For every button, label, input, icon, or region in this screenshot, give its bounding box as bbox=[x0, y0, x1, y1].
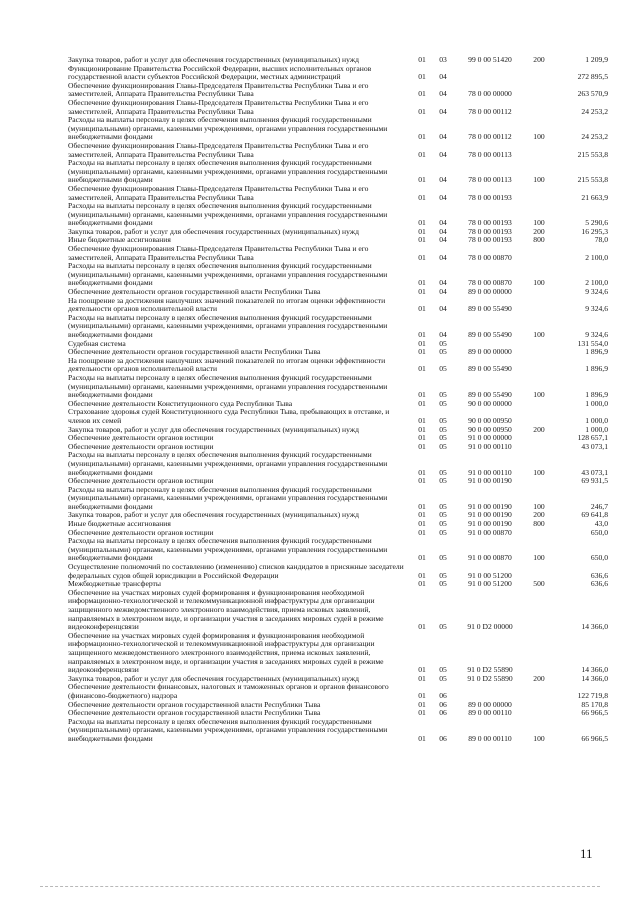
row-name: Закупка товаров, работ и услуг для обеспечения государственных (муниципальных) нужд bbox=[68, 226, 359, 236]
row-name: Обеспечение деятельности органов юстиции bbox=[68, 527, 214, 537]
row-name: Расходы на выплаты персоналу в целях обеспечения выполнения функций государственными (муниципальными) органами, казенными учреждениями, органами управления государственными внебюджетными фондами bbox=[68, 716, 388, 743]
row-section: 01 bbox=[418, 665, 426, 675]
row-target-code: 91 0 00 00190 bbox=[468, 519, 512, 529]
row-name: Иные бюджетные ассигнования bbox=[68, 519, 171, 529]
row-amount: 272 895,5 bbox=[577, 72, 608, 82]
row-expense-type: 100 bbox=[533, 330, 545, 339]
row-section: 01 bbox=[418, 390, 426, 400]
row-expense-type: 100 bbox=[533, 733, 545, 743]
row-name: Страхование здоровья судей Конституционного суда Республики Тыва, пребывающих в отставке, и членов их семей bbox=[68, 407, 390, 425]
row-section: 01 bbox=[418, 553, 426, 563]
row-target-code: 91 0 00 00190 bbox=[468, 476, 512, 486]
row-subsection: 05 bbox=[439, 570, 447, 580]
row-amount: 14 366,0 bbox=[581, 622, 608, 632]
table-row bbox=[68, 314, 608, 340]
row-subsection: 06 bbox=[439, 699, 447, 709]
row-subsection: 04 bbox=[439, 149, 447, 159]
row-target-code: 78 0 00 00193 bbox=[468, 218, 512, 228]
row-amount: 636,6 bbox=[590, 570, 608, 580]
row-target-code: 78 0 00 00000 bbox=[468, 89, 512, 99]
row-target-code: 78 0 00 00870 bbox=[468, 252, 512, 262]
row-section: 01 bbox=[418, 287, 426, 297]
row-subsection: 05 bbox=[439, 398, 447, 408]
row-section: 01 bbox=[418, 699, 426, 709]
row-name: Расходы на выплаты персоналу в целях обеспечения выполнения функций государственными (муниципальными) органами, казенными учреждениями, органами управления государственными внебюджетными фондами bbox=[68, 450, 388, 477]
row-subsection: 05 bbox=[439, 441, 447, 451]
row-name: Обеспечение функционирования Главы-Председателя Правительства Республики Тыва и его заместителей, Аппарата Правительства Республики Тыва bbox=[68, 140, 369, 159]
row-subsection: 04 bbox=[439, 89, 447, 99]
row-name: Обеспечение деятельности органов государственной власти Республики Тыва bbox=[68, 347, 321, 357]
row-name: Закупка товаров, работ и услуг для обеспечения государственных (муниципальных) нужд bbox=[68, 510, 359, 520]
table-row bbox=[68, 297, 608, 314]
row-name: На поощрение за достижения наилучших значений показателей по итогам оценки эффективности деятельности органов исполнительной власти bbox=[68, 295, 386, 314]
row-subsection: 04 bbox=[439, 132, 447, 142]
row-expense-type: 800 bbox=[533, 235, 545, 245]
row-section: 01 bbox=[418, 330, 426, 339]
row-target-code: 99 0 00 51420 bbox=[468, 55, 512, 64]
table-row bbox=[68, 202, 608, 228]
row-amount: 1 896,9 bbox=[585, 347, 608, 357]
row-subsection: 04 bbox=[439, 252, 447, 262]
row-amount: 2 100,0 bbox=[585, 278, 608, 288]
row-expense-type: 100 bbox=[533, 553, 545, 563]
row-amount: 650,0 bbox=[590, 527, 608, 537]
table-row bbox=[68, 563, 608, 580]
row-name: На поощрение за достижения наилучших значений показателей по итогам оценки эффективности деятельности органов исполнительной власти bbox=[68, 355, 386, 374]
row-name: Обеспечение деятельности органов государственной власти Республики Тыва bbox=[68, 699, 321, 709]
row-section: 01 bbox=[418, 441, 426, 451]
row-section: 01 bbox=[418, 433, 426, 443]
row-subsection: 05 bbox=[439, 347, 447, 357]
row-name: Закупка товаров, работ и услуг для обеспечения государственных (муниципальных) нужд bbox=[68, 673, 359, 683]
row-amount: 66 966,5 bbox=[581, 733, 608, 743]
row-expense-type: 100 bbox=[533, 218, 545, 228]
row-subsection: 05 bbox=[439, 390, 447, 400]
table-row bbox=[68, 589, 608, 632]
row-section: 01 bbox=[418, 579, 426, 589]
row-target-code: 91 0 00 00110 bbox=[468, 441, 512, 451]
row-name: Осуществление полномочий по составлению (изменению) списков кандидатов в присяжные заседатели федеральных судов общей юрисдикции в Российской Федерации bbox=[68, 562, 404, 580]
row-section: 01 bbox=[418, 132, 426, 142]
table-row bbox=[68, 82, 608, 99]
row-target-code: 78 0 00 00112 bbox=[468, 132, 512, 142]
row-amount: 85 170,8 bbox=[581, 699, 608, 709]
row-amount: 24 253,2 bbox=[581, 132, 608, 142]
row-section: 01 bbox=[418, 527, 426, 537]
row-section: 01 bbox=[418, 690, 426, 700]
row-amount: 66 966,5 bbox=[581, 708, 608, 718]
row-target-code: 91 0 00 00870 bbox=[468, 553, 512, 563]
row-amount: 9 324,6 bbox=[585, 304, 608, 314]
row-section: 01 bbox=[418, 476, 426, 486]
row-name: Обеспечение деятельности органов юстиции bbox=[68, 476, 214, 486]
row-target-code: 89 0 00 00000 bbox=[468, 699, 512, 709]
row-amount: 636,6 bbox=[590, 579, 608, 589]
row-name: Расходы на выплаты персоналу в целях обеспечения выполнения функций государственными (муниципальными) органами, казенными учреждениями, органами управления государственными внебюджетными фондами bbox=[68, 158, 388, 185]
row-target-code: 89 0 00 55490 bbox=[468, 330, 512, 339]
row-section: 01 bbox=[418, 398, 426, 408]
row-section: 01 bbox=[418, 338, 426, 348]
row-amount: 122 719,8 bbox=[577, 690, 608, 700]
row-section: 01 bbox=[418, 89, 426, 99]
row-name: Обеспечение деятельности Конституционного суда Республики Тыва bbox=[68, 398, 293, 408]
row-name: Судебная система bbox=[68, 338, 126, 348]
row-target-code: 91 0 D2 55890 bbox=[467, 665, 513, 675]
row-amount: 43 073,1 bbox=[581, 441, 608, 451]
row-amount: 131 554,0 bbox=[577, 338, 608, 348]
row-subsection: 04 bbox=[439, 278, 447, 288]
row-target-code: 89 0 00 00000 bbox=[468, 287, 512, 297]
row-amount: 1 000,0 bbox=[585, 424, 608, 434]
row-target-code: 91 0 00 51200 bbox=[468, 579, 512, 589]
row-section: 01 bbox=[418, 72, 426, 82]
row-section: 01 bbox=[418, 415, 426, 425]
row-subsection: 04 bbox=[439, 330, 447, 339]
row-section: 01 bbox=[418, 501, 426, 511]
row-target-code: 90 0 00 00000 bbox=[468, 398, 512, 408]
row-expense-type: 100 bbox=[533, 467, 545, 477]
row-name: Закупка товаров, работ и услуг для обеспечения государственных (муниципальных) нужд bbox=[68, 55, 359, 64]
row-amount: 128 657,1 bbox=[577, 433, 608, 443]
row-name: Обеспечение функционирования Главы-Председателя Правительства Республики Тыва и его заместителей, Аппарата Правительства Республики Тыва bbox=[68, 97, 369, 116]
row-name: Обеспечение деятельности финансовых, налоговых и таможенных органов и органов финансового (финансово-бюджетного) надзора bbox=[68, 682, 389, 700]
row-amount: 215 553,8 bbox=[577, 149, 608, 159]
row-target-code: 91 0 D2 55890 bbox=[467, 673, 513, 683]
row-section: 01 bbox=[418, 304, 426, 314]
row-subsection: 04 bbox=[439, 106, 447, 116]
row-section: 01 bbox=[418, 364, 426, 374]
row-subsection: 05 bbox=[439, 364, 447, 374]
row-name: Расходы на выплаты персоналу в целях обеспечения выполнения функций государственными (муниципальными) органами, казенными учреждениями, органами управления государственными внебюджетными фондами bbox=[68, 115, 388, 142]
row-expense-type: 100 bbox=[533, 132, 545, 142]
row-name: Расходы на выплаты персоналу в целях обеспечения выполнения функций государственными (муниципальными) органами, казенными учреждениями, органами управления государственными внебюджетными фондами bbox=[68, 372, 388, 400]
row-section: 01 bbox=[418, 570, 426, 580]
row-name: Обеспечение деятельности органов юстиции bbox=[68, 433, 214, 443]
row-target-code: 91 0 00 00110 bbox=[468, 467, 512, 477]
row-name: Расходы на выплаты персоналу в целях обеспечения выполнения функций государственными (муниципальными) органами, казенными учреждениями, органами управления государственными внебюджетными фондами bbox=[68, 312, 388, 339]
row-section: 01 bbox=[418, 708, 426, 718]
row-subsection: 05 bbox=[439, 510, 447, 520]
row-amount: 1 896,9 bbox=[585, 390, 608, 400]
row-subsection: 05 bbox=[439, 673, 447, 683]
row-target-code: 91 0 D2 00000 bbox=[467, 622, 513, 632]
table-row bbox=[68, 159, 608, 185]
table-row bbox=[68, 116, 608, 142]
row-section: 01 bbox=[418, 226, 426, 236]
table-row bbox=[68, 262, 608, 288]
row-amount: 1 000,0 bbox=[585, 398, 608, 408]
row-subsection: 05 bbox=[439, 527, 447, 537]
table-row bbox=[68, 245, 608, 262]
row-target-code: 78 0 00 00113 bbox=[468, 175, 512, 185]
row-amount: 1 209,9 bbox=[585, 55, 608, 64]
table-row bbox=[68, 718, 608, 744]
row-expense-type: 100 bbox=[533, 278, 545, 288]
row-target-code: 78 0 00 00113 bbox=[468, 149, 512, 159]
row-name: Обеспечение функционирования Главы-Председателя Правительства Республики Тыва и его заместителей, Аппарата Правительства Республики Тыва bbox=[68, 80, 369, 99]
row-amount: 14 366,0 bbox=[581, 673, 608, 683]
row-subsection: 04 bbox=[439, 226, 447, 236]
row-name: Иные бюджетные ассигнования bbox=[68, 235, 171, 245]
row-subsection: 05 bbox=[439, 553, 447, 563]
row-section: 01 bbox=[418, 424, 426, 434]
row-subsection: 05 bbox=[439, 501, 447, 511]
row-subsection: 05 bbox=[439, 338, 447, 348]
row-name: Расходы на выплаты персоналу в целях обеспечения выполнения функций государственными (муниципальными) органами, казенными учреждениями, органами управления государственными внебюджетными фондами bbox=[68, 261, 388, 288]
row-target-code: 90 0 00 00950 bbox=[468, 424, 512, 434]
row-expense-type: 100 bbox=[533, 175, 545, 185]
row-target-code: 91 0 00 00870 bbox=[468, 527, 512, 537]
table-row bbox=[68, 683, 608, 700]
row-section: 01 bbox=[418, 519, 426, 529]
row-name: Обеспечение на участках мировых судей формирования и функционирования необходимой информационно-технологической и телекоммуникационной инфраструктуры для организации защищенного межведомственного электронного взаимодействия, приема исковых заявлений, направляемых в электронном виде, и организации участия в заседаниях мировых судей в режиме видеоконференцсвязи bbox=[68, 587, 384, 632]
row-amount: 1 000,0 bbox=[585, 415, 608, 425]
row-expense-type: 100 bbox=[533, 501, 545, 511]
row-amount: 650,0 bbox=[590, 553, 608, 563]
table-row bbox=[68, 537, 608, 563]
row-amount: 2 100,0 bbox=[585, 252, 608, 262]
row-subsection: 05 bbox=[439, 424, 447, 434]
budget-table bbox=[68, 56, 608, 744]
row-amount: 69 931,5 bbox=[581, 476, 608, 486]
footer-divider bbox=[40, 886, 600, 887]
row-target-code: 78 0 00 00112 bbox=[468, 106, 512, 116]
row-name: Расходы на выплаты персоналу в целях обеспечения выполнения функций государственными (муниципальными) органами, казенными учреждениями, органами управления государственными внебюджетными фондами bbox=[68, 201, 388, 228]
row-subsection: 04 bbox=[439, 218, 447, 228]
row-target-code: 90 0 00 00950 bbox=[468, 415, 512, 425]
row-section: 01 bbox=[418, 218, 426, 228]
table-row bbox=[68, 357, 608, 374]
row-target-code: 89 0 00 00000 bbox=[468, 347, 512, 357]
row-expense-type: 100 bbox=[533, 390, 545, 400]
row-section: 01 bbox=[418, 278, 426, 288]
row-target-code: 89 0 00 55490 bbox=[468, 304, 512, 314]
row-target-code: 78 0 00 00193 bbox=[468, 235, 512, 245]
row-amount: 14 366,0 bbox=[581, 665, 608, 675]
row-target-code: 78 0 00 00193 bbox=[468, 226, 512, 236]
row-subsection: 05 bbox=[439, 579, 447, 589]
row-section: 01 bbox=[418, 733, 426, 743]
row-target-code: 89 0 00 55490 bbox=[468, 364, 512, 374]
row-section: 01 bbox=[418, 347, 426, 357]
row-subsection: 04 bbox=[439, 235, 447, 245]
row-section: 01 bbox=[418, 55, 426, 64]
row-section: 01 bbox=[418, 467, 426, 477]
row-name: Обеспечение деятельности органов юстиции bbox=[68, 441, 214, 451]
row-expense-type: 800 bbox=[533, 519, 545, 529]
row-subsection: 04 bbox=[439, 287, 447, 297]
row-subsection: 05 bbox=[439, 415, 447, 425]
row-subsection: 06 bbox=[439, 690, 447, 700]
row-subsection: 04 bbox=[439, 72, 447, 82]
row-target-code: 91 0 00 51200 bbox=[468, 570, 512, 580]
row-section: 01 bbox=[418, 622, 426, 632]
row-amount: 21 663,9 bbox=[581, 192, 608, 202]
row-target-code: 78 0 00 00193 bbox=[468, 192, 512, 202]
row-section: 01 bbox=[418, 252, 426, 262]
row-expense-type: 200 bbox=[533, 673, 545, 683]
row-amount: 246,7 bbox=[590, 501, 608, 511]
table-row bbox=[68, 408, 608, 425]
row-subsection: 03 bbox=[439, 55, 447, 64]
row-name: Обеспечение на участках мировых судей формирования и функционирования необходимой информационно-технологической и телекоммуникационной инфраструктуры для организации защищенного межведомственного электронного взаимодействия, приема исковых заявлений, направляемых в электронном виде, и организации участия в заседаниях мировых судей в режиме видеоконференцсвязи bbox=[68, 630, 384, 675]
row-name: Расходы на выплаты персоналу в целях обеспечения выполнения функций государственными (муниципальными) органами, казенными учреждениями, органами управления государственными внебюджетными фондами bbox=[68, 484, 388, 511]
table-row bbox=[68, 185, 608, 202]
row-amount: 9 324,6 bbox=[585, 287, 608, 297]
row-amount: 263 570,9 bbox=[577, 89, 608, 99]
row-name: Обеспечение функционирования Главы-Председателя Правительства Республики Тыва и его заместителей, Аппарата Правительства Республики Тыва bbox=[68, 183, 369, 202]
row-target-code: 91 0 00 00000 bbox=[468, 433, 512, 443]
row-section: 01 bbox=[418, 235, 426, 245]
row-section: 01 bbox=[418, 149, 426, 159]
row-expense-type: 200 bbox=[533, 510, 545, 520]
row-target-code: 78 0 00 00870 bbox=[468, 278, 512, 288]
table-row bbox=[68, 142, 608, 159]
row-name: Обеспечение функционирования Главы-Председателя Правительства Республики Тыва и его заместителей, Аппарата Правительства Республики Тыва bbox=[68, 244, 369, 262]
table-row bbox=[68, 451, 608, 477]
table-row bbox=[68, 99, 608, 116]
row-name: Обеспечение деятельности органов государственной власти Республики Тыва bbox=[68, 287, 321, 297]
page-number: 11 bbox=[580, 846, 593, 861]
row-subsection: 05 bbox=[439, 665, 447, 675]
row-subsection: 04 bbox=[439, 192, 447, 202]
row-name: Обеспечение деятельности органов государственной власти Республики Тыва bbox=[68, 708, 321, 718]
row-expense-type: 200 bbox=[533, 424, 545, 434]
row-section: 01 bbox=[418, 510, 426, 520]
table-row bbox=[68, 486, 608, 512]
row-target-code: 91 0 00 00190 bbox=[468, 501, 512, 511]
row-amount: 24 253,2 bbox=[581, 106, 608, 116]
row-subsection: 04 bbox=[439, 175, 447, 185]
row-section: 01 bbox=[418, 175, 426, 185]
row-section: 01 bbox=[418, 673, 426, 683]
row-amount: 5 290,6 bbox=[585, 218, 608, 228]
row-amount: 43 073,1 bbox=[581, 467, 608, 477]
row-subsection: 05 bbox=[439, 519, 447, 529]
row-subsection: 06 bbox=[439, 708, 447, 718]
row-section: 01 bbox=[418, 106, 426, 116]
row-amount: 69 641,8 bbox=[581, 510, 608, 520]
row-amount: 9 324,6 bbox=[585, 330, 608, 339]
table-row bbox=[68, 632, 608, 675]
row-amount: 1 896,9 bbox=[585, 364, 608, 374]
row-name: Функционирование Правительства Российской Федерации, высших исполнительных органов государственной власти субъектов Российской Федерации, местных администраций bbox=[68, 63, 372, 82]
row-amount: 78,0 bbox=[594, 235, 608, 245]
row-name: Расходы на выплаты персоналу в целях обеспечения выполнения функций государственными (муниципальными) органами, казенными учреждениями, органами управления государственными внебюджетными фондами bbox=[68, 536, 388, 563]
row-name: Межбюджетные трансферты bbox=[68, 579, 161, 589]
row-subsection: 05 bbox=[439, 433, 447, 443]
row-expense-type: 200 bbox=[533, 55, 545, 64]
table-row bbox=[68, 65, 608, 82]
row-amount: 43,0 bbox=[594, 519, 608, 529]
row-target-code: 89 0 00 55490 bbox=[468, 390, 512, 400]
row-subsection: 05 bbox=[439, 622, 447, 632]
row-expense-type: 200 bbox=[533, 226, 545, 236]
row-subsection: 06 bbox=[439, 733, 447, 743]
table-row bbox=[68, 374, 608, 400]
row-amount: 16 295,3 bbox=[581, 226, 608, 236]
row-subsection: 05 bbox=[439, 476, 447, 486]
row-subsection: 04 bbox=[439, 304, 447, 314]
row-amount: 215 553,8 bbox=[577, 175, 608, 185]
row-subsection: 05 bbox=[439, 467, 447, 477]
row-section: 01 bbox=[418, 192, 426, 202]
row-target-code: 89 0 00 00110 bbox=[468, 708, 512, 718]
row-name: Закупка товаров, работ и услуг для обеспечения государственных (муниципальных) нужд bbox=[68, 424, 359, 434]
row-target-code: 89 0 00 00110 bbox=[468, 733, 512, 743]
row-target-code: 91 0 00 00190 bbox=[468, 510, 512, 520]
row-expense-type: 500 bbox=[533, 579, 545, 589]
